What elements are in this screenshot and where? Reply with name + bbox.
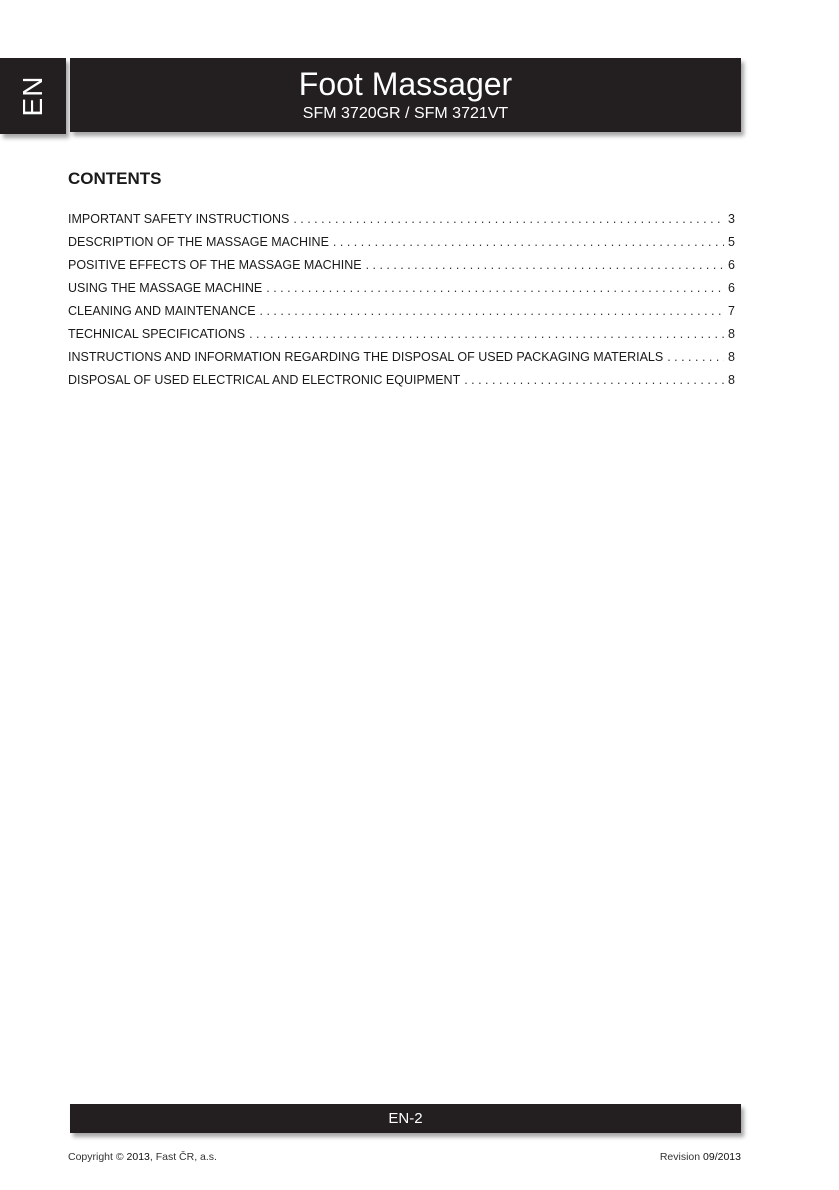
table-of-contents [68,208,735,392]
toc-entry-label: IMPORTANT SAFETY INSTRUCTIONS [68,212,290,226]
language-tab [0,58,66,134]
toc-dot-leader [293,208,724,231]
page-number: EN-2 [388,1110,423,1127]
copyright-year: 2013 [126,1151,150,1163]
toc-entry-cleaning[interactable] [68,300,735,323]
copyright-company: , Fast ČR, a.s. [149,1151,217,1163]
toc-entry-page: 6 [728,281,735,295]
toc-entry-page: 8 [728,350,735,364]
toc-dot-leader [464,369,724,392]
toc-entry-description[interactable] [68,231,735,254]
toc-entry-page: 7 [728,304,735,318]
revision-notice [660,1151,741,1163]
toc-dot-leader [266,277,724,300]
toc-entry-technical-specs[interactable] [68,323,735,346]
toc-entry-label: DISPOSAL OF USED ELECTRICAL AND ELECTRONIC EQUIPMENT [68,373,461,387]
revision-value: 09/2013 [703,1151,741,1163]
toc-entry-label: DESCRIPTION OF THE MASSAGE MACHINE [68,235,329,249]
toc-entry-label: CLEANING AND MAINTENANCE [68,304,256,318]
toc-entry-label: TECHNICAL SPECIFICATIONS [68,327,246,341]
contents-heading: CONTENTS [68,169,162,188]
toc-dot-leader [667,346,724,369]
toc-entry-page: 5 [728,235,735,249]
toc-entry-page: 3 [728,212,735,226]
toc-entry-safety-instructions[interactable] [68,208,735,231]
revision-label: Revision [659,1151,701,1163]
toc-entry-page: 8 [728,373,735,387]
page-number-bar [70,1104,741,1133]
toc-entry-positive-effects[interactable] [68,254,735,277]
toc-entry-page: 8 [728,327,735,341]
copyright-notice [68,1151,217,1163]
toc-entry-using[interactable] [68,277,735,300]
toc-entry-page: 6 [728,258,735,272]
toc-entry-label: INSTRUCTIONS AND INFORMATION REGARDING THE DISPOSAL OF USED PACKAGING MATERIALS [68,350,664,364]
copyright-prefix: Copyright © [68,1151,124,1163]
toc-entry-packaging-disposal[interactable] [68,346,735,369]
title-banner [70,58,741,132]
toc-dot-leader [249,323,724,346]
toc-dot-leader [260,300,725,323]
language-code: EN [17,75,48,117]
toc-entry-equipment-disposal[interactable] [68,369,735,392]
toc-entry-label: POSITIVE EFFECTS OF THE MASSAGE MACHINE [68,258,362,272]
toc-dot-leader [333,231,724,254]
model-numbers: SFM 3720GR / SFM 3721VT [302,105,509,122]
toc-dot-leader [366,254,724,277]
document-title: Foot Massager [298,66,513,102]
toc-entry-label: USING THE MASSAGE MACHINE [68,281,263,295]
